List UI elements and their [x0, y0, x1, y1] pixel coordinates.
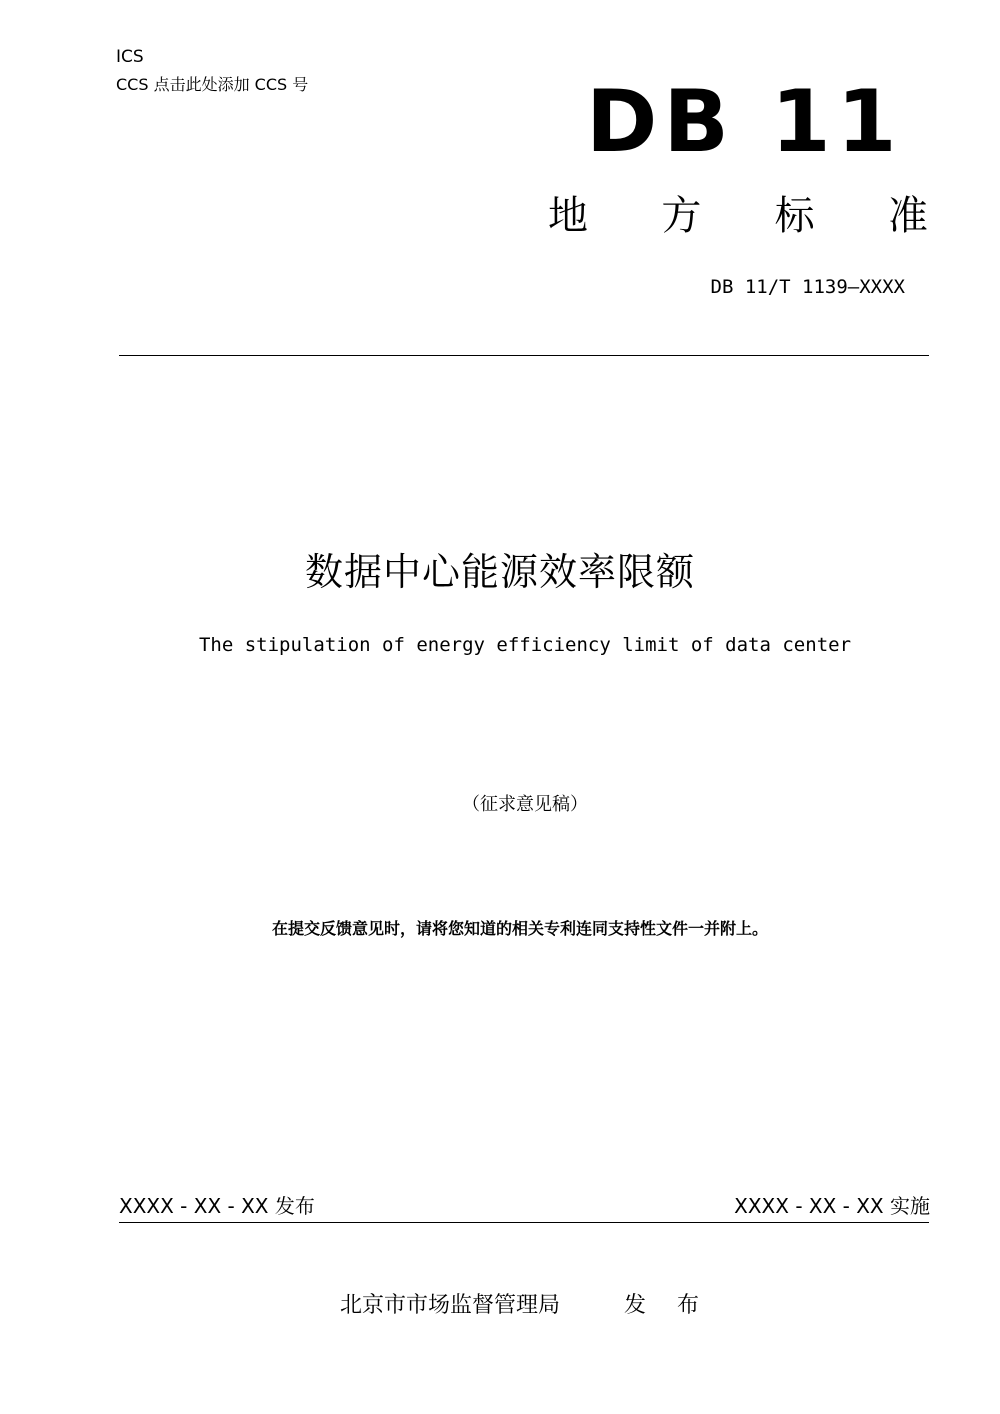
document-title-english: The stipulation of energy efficiency limit of data center: [198, 634, 852, 656]
ccs-label: CCS 点击此处添加 CCS 号: [116, 75, 309, 94]
issue-date: XXXX - XX - XX 发布: [119, 1194, 315, 1218]
standard-type-char: 标: [774, 193, 815, 239]
bottom-divider: [119, 1222, 929, 1223]
db-logo: DB 11: [586, 72, 903, 172]
patent-notice: 在提交反馈意见时，请将您知道的相关专利连同支持性文件一并附上。: [271, 919, 768, 938]
document-title-chinese: 数据中心能源效率限额: [304, 550, 695, 594]
standard-type-char: 地: [548, 193, 588, 239]
standard-type-char: 方: [661, 193, 702, 239]
issue-label: 发 布: [624, 1293, 711, 1318]
issuing-authority: 北京市市场监督管理局: [340, 1293, 561, 1318]
standard-type-char: 准: [887, 193, 928, 239]
standard-type: [548, 190, 928, 242]
standard-number: DB 11/T 1139—XXXX: [710, 276, 905, 298]
ics-label: ICS: [116, 47, 144, 67]
top-divider: [119, 355, 929, 356]
implementation-date: XXXX - XX - XX 实施: [734, 1194, 930, 1218]
draft-status: （征求意见稿）: [462, 794, 588, 815]
